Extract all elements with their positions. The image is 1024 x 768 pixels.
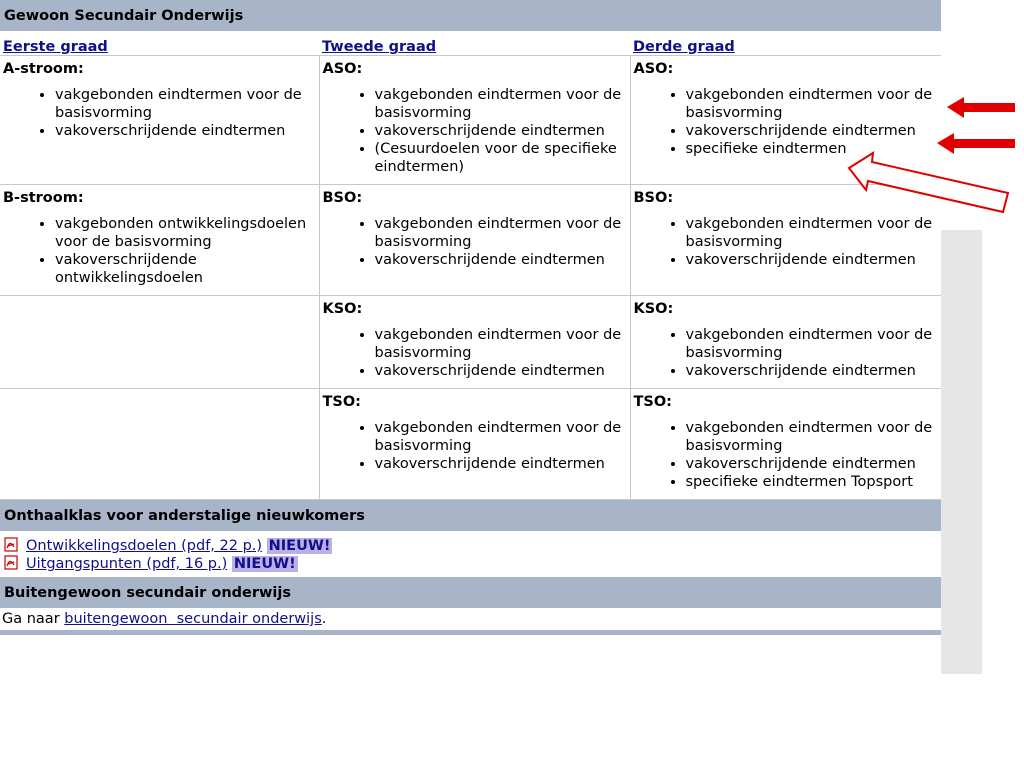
table-row [0, 296, 941, 389]
eindtermen-list [634, 326, 939, 380]
link-uitgangspunten[interactable]: Uitgangspunten (pdf, 16 p.) [26, 556, 228, 572]
eindtermen-list [634, 419, 939, 491]
list-item: • vakoverschrijdende eindtermen [55, 122, 316, 140]
nieuw-badge: NIEUW! [268, 538, 331, 554]
onthaal-links [0, 531, 941, 577]
section-header-buitengewoon: Buitengewoon secundair onderwijs [0, 577, 941, 608]
link-buitengewoon[interactable]: buitengewoon secundair onderwijs [64, 611, 322, 627]
section-header-gewoon: Gewoon Secundair Onderwijs [0, 0, 941, 31]
cell-title: A-stroom: [3, 61, 84, 77]
cell-1 [0, 296, 319, 389]
list-item: • vakgebonden eindtermen voor de basisvorming [686, 419, 939, 455]
pdf-icon [4, 537, 18, 552]
cell-2 [319, 389, 630, 500]
cell-title: TSO: [633, 394, 672, 410]
cell-title: KSO: [633, 301, 674, 317]
cell-1 [0, 389, 319, 500]
list-item: • vakoverschrijdende eindtermen [686, 251, 939, 269]
link-derde-graad[interactable]: Derde graad [633, 39, 735, 55]
buitengewoon-line [0, 608, 941, 630]
cell-title: TSO: [322, 394, 361, 410]
red-arrow-icon [947, 97, 1015, 118]
onthaal-link-row [4, 537, 937, 555]
list-item: • vakgebonden ontwikkelingsdoelen voor de basisvorming [55, 215, 316, 251]
nieuw-badge: NIEUW! [233, 556, 296, 572]
list-item: • vakgebonden eindtermen voor de basisvorming [55, 86, 316, 122]
buitengewoon-prefix: Ga naar [2, 611, 65, 627]
cell-2 [319, 296, 630, 389]
list-item: • vakoverschrijdende eindtermen [375, 362, 627, 380]
list-item: • vakoverschrijdende eindtermen [686, 122, 939, 140]
list-item: • vakgebonden eindtermen voor de basisvorming [375, 215, 627, 251]
red-outline-arrow-icon [849, 153, 1008, 212]
list-item: • vakoverschrijdende eindtermen [686, 362, 939, 380]
red-arrow-icon [937, 133, 1015, 154]
list-item: • vakoverschrijdende eindtermen [375, 251, 627, 269]
pdf-icon [4, 555, 18, 570]
list-item: • vakgebonden eindtermen voor de basisvorming [686, 215, 939, 251]
cell-title: BSO: [322, 190, 363, 206]
onthaal-link-row [4, 555, 937, 573]
list-item: • vakgebonden eindtermen voor de basisvorming [686, 326, 939, 362]
cell-title: BSO: [633, 190, 674, 206]
buitengewoon-suffix: . [321, 611, 327, 627]
list-item: • vakoverschrijdende eindtermen [686, 455, 939, 473]
link-ontwikkelingsdoelen[interactable]: Ontwikkelingsdoelen (pdf, 22 p.) [26, 538, 263, 554]
link-tweede-graad[interactable]: Tweede graad [322, 39, 437, 55]
cell-title: ASO: [633, 61, 674, 77]
eindtermen-list [323, 326, 627, 380]
list-item: • specifieke eindtermen [686, 140, 939, 158]
list-item: • vakgebonden eindtermen voor de basisvorming [686, 86, 939, 122]
table-row [0, 389, 941, 500]
list-item: • vakgebonden eindtermen voor de basisvorming [375, 419, 627, 455]
annotation-arrows [0, 0, 1024, 240]
eindtermen-list [323, 419, 627, 473]
section-header-onthaal: Onthaalklas voor anderstalige nieuwkomers [0, 500, 941, 532]
list-item: • (Cesuurdoelen voor de specifieke eindtermen) [375, 140, 627, 176]
cell-3 [630, 389, 941, 500]
cell-title: B-stroom: [3, 190, 84, 206]
cell-3 [630, 296, 941, 389]
list-item: • vakgebonden eindtermen voor de basisvorming [375, 326, 627, 362]
list-item: • specifieke eindtermen Topsport [686, 473, 939, 491]
list-item: • vakgebonden eindtermen voor de basisvorming [375, 86, 627, 122]
list-item: • vakoverschrijdende eindtermen [375, 455, 627, 473]
list-item: • vakoverschrijdende ontwikkelingsdoelen [55, 251, 316, 287]
link-eerste-graad[interactable]: Eerste graad [3, 39, 108, 55]
cell-title: KSO: [322, 301, 363, 317]
cell-title: ASO: [322, 61, 363, 77]
list-item: • vakoverschrijdende eindtermen [375, 122, 627, 140]
gray-side-panel [941, 230, 982, 674]
bottom-bar [0, 630, 941, 635]
